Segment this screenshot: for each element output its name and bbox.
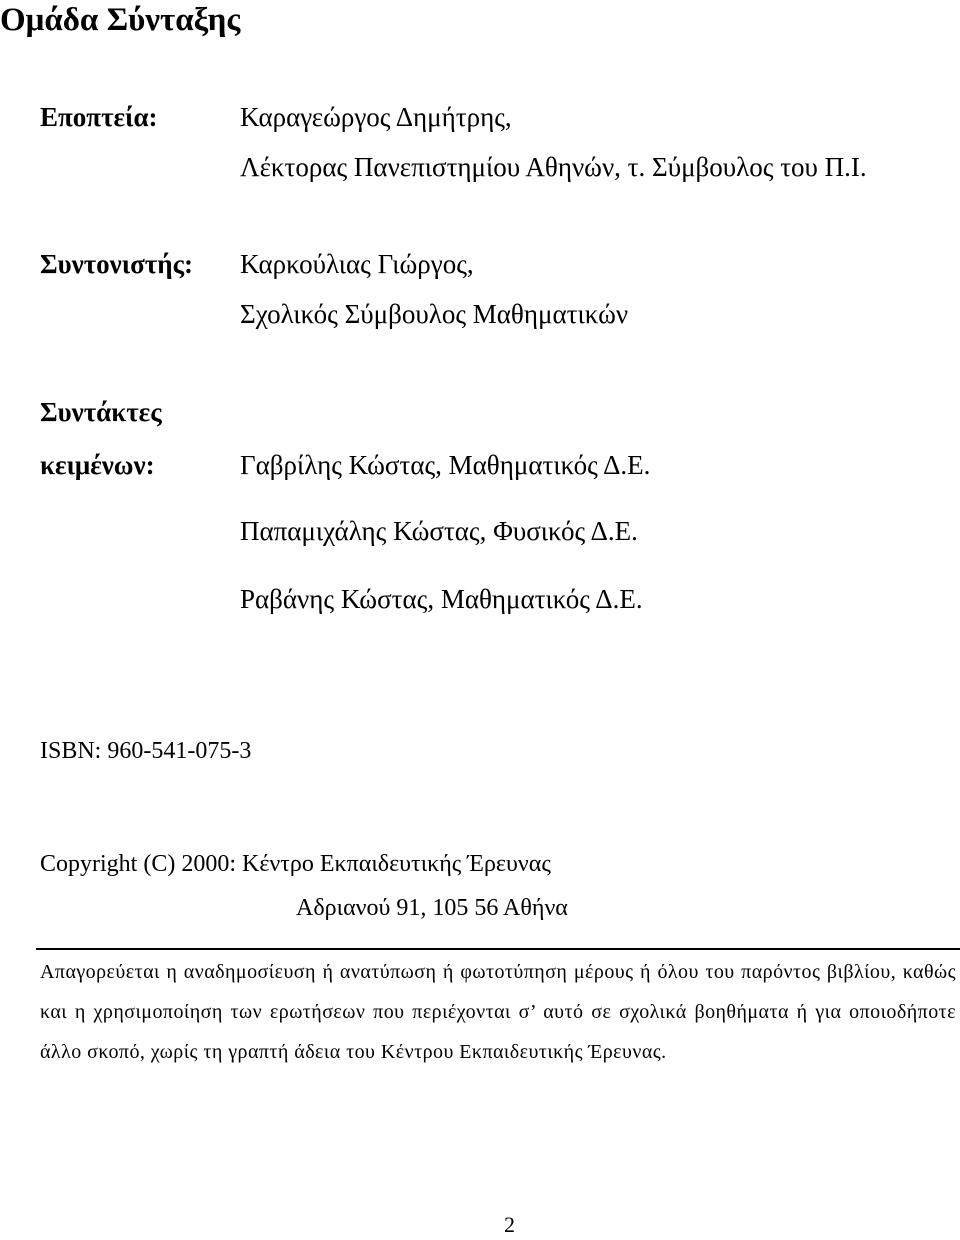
author-1: Γαβρίλης Κώστας, Μαθηματικός Δ.Ε. xyxy=(240,450,651,480)
copyright-line: Copyright (C) 2000: Κέντρο Εκπαιδευτικής Έρευνας xyxy=(40,851,551,877)
supervision-label: Εποπτεία: xyxy=(40,102,158,132)
supervision-name: Καραγεώργος Δημήτρης, xyxy=(240,102,512,132)
coordinator-name: Καρκούλιας Γιώργος, xyxy=(240,249,474,279)
coordinator-label: Συντονιστής: xyxy=(40,249,193,279)
page-title: Ομάδα Σύνταξης xyxy=(0,2,241,38)
author-3: Ραβάνης Κώστας, Μαθηματικός Δ.Ε. xyxy=(240,584,643,614)
authors-label-line2: κειμένων: xyxy=(40,450,155,480)
horizontal-rule xyxy=(36,948,960,950)
coordinator-title: Σχολικός Σύμβουλος Μαθηματικών xyxy=(240,299,629,329)
page-number: 2 xyxy=(504,1212,515,1237)
authors-label-line1: Συντάκτες xyxy=(40,397,162,427)
supervision-title: Λέκτορας Πανεπιστημίου Αθηνών, τ. Σύμβουλος του Π.Ι. xyxy=(240,152,867,182)
publisher-address: Αδριανού 91, 105 56 Αθήνα xyxy=(296,895,568,921)
author-2: Παπαμιχάλης Κώστας, Φυσικός Δ.Ε. xyxy=(240,516,638,546)
isbn: ISBN: 960-541-075-3 xyxy=(40,738,252,764)
copyright-notice: Απαγορεύεται η αναδημοσίευση ή ανατύπωση ή φωτοτύπηση μέρους ή όλου του παρόντος βιβλίου, καθώς και η χρησιμοποίηση των ερωτήσεων που περιέχονται σ’ αυτό σε σχολικά βοηθήματα ή για οποιοδήποτε άλλο σκοπό, χωρίς τη γραπτή άδεια του Κέντρου Εκπαιδευτικής Έρευνας. xyxy=(40,961,956,1063)
